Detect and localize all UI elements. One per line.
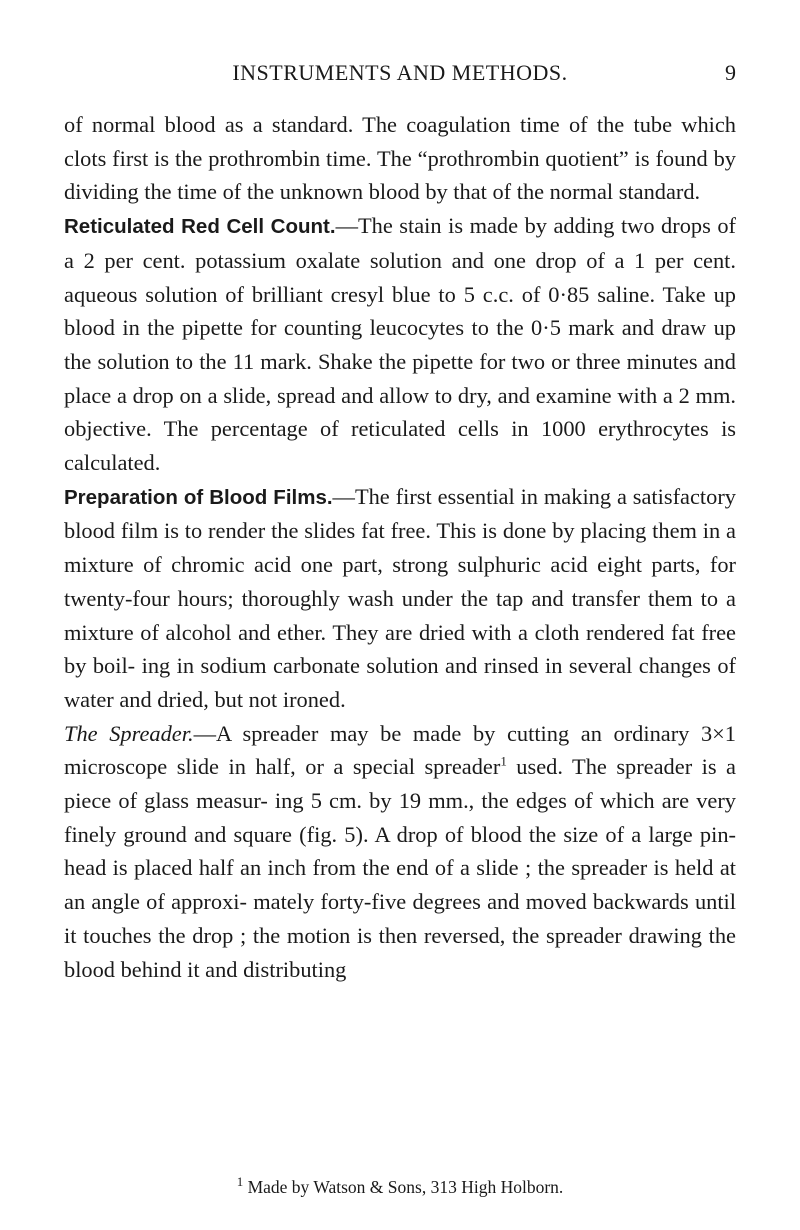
paragraph-spreader (64, 717, 736, 987)
footnote-reference: 1 (500, 753, 507, 769)
running-head: INSTRUMENTS AND METHODS. (232, 60, 568, 85)
section-heading-spreader: The Spreader. (64, 720, 194, 746)
paragraph-spreader-body-b: used. The spreader is a piece of glass measur- ing 5 cm. by 19 mm., the edges of which are very finely ground and square (fig. 5). A drop of blood the size of a large pin-head is placed half an inch from the end of a slide ; the spreader is held at an angle of approxi- mately forty-five degrees and moved backwards until it touches the drop ; the motion is then reversed, the spreader drawing the blood behind it and distributing (64, 754, 736, 982)
paragraph-coagulation: of normal blood as a standard. The coagulation time of the tube which clots first is the prothrombin time. The “prothrombin quotient” is found by dividing the time of the unknown blood by that of the normal standard. (64, 112, 736, 205)
paragraph-reticulated-body: —The stain is made by adding two drops of a 2 per cent. potassium oxalate solution and one drop of a 1 per cent. aqueous solution of brilliant cresyl blue to 5 c.c. of 0·85 saline. Take up blood in the pipette for counting leucocytes to the 0·5 mark and draw up the solution to the 11 mark. Shake the pipette for two or three minutes and place a drop on a slide, spread and allow to dry, and examine with a 2 mm. objective. The percentage of reticulated cells in 1000 erythrocytes is calculated. (64, 213, 736, 476)
paragraph-blood-films (64, 480, 736, 717)
footnote-text: Made by Watson & Sons, 313 High Holborn. (243, 1177, 564, 1197)
paragraph-spreader-body-a: —A spreader may be made by cutting an ordinary 3×1 microscope slide in half, or a special spreader (64, 720, 736, 780)
paragraph-blood-films-body: —The first essential in making a satisfactory blood film is to render the slides fat free. This is done by placing them in a mixture of chromic acid one part, strong sulphuric acid eight parts, for twenty-four hours; thoroughly wash under the tap and transfer them to a mixture of alcohol and ether. They are dried with a cloth rendered fat free by boil- ing in sodium carbonate solution and rinsed in several changes of water and dried, but not ironed. (64, 483, 736, 712)
paragraph-reticulated (64, 209, 736, 480)
body-text (64, 108, 736, 986)
footnote-marker: 1 (236, 1174, 244, 1190)
footnote (64, 1174, 736, 1198)
page-number: 9 (725, 60, 736, 85)
section-heading-blood-films: Preparation of Blood Films. (64, 485, 333, 509)
page-header (64, 60, 736, 90)
section-heading-reticulated: Reticulated Red Cell Count. (64, 215, 336, 239)
